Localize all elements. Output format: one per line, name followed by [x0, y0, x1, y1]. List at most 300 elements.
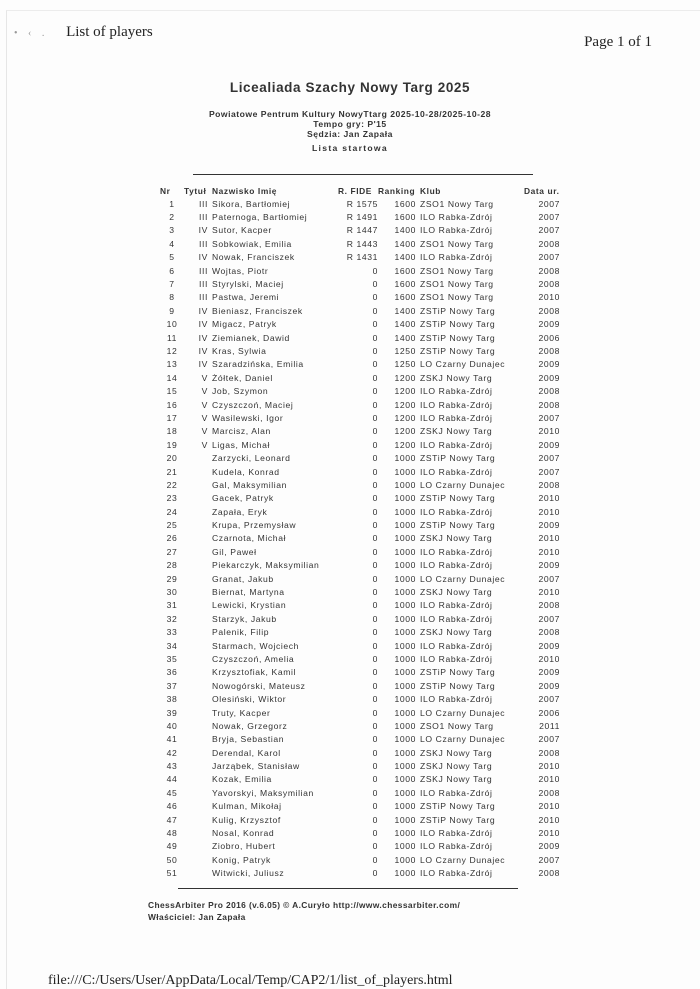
cell-fide: 0 [372, 345, 378, 356]
col-name: Nazwisko Imię [212, 185, 278, 196]
cell-club: ZSTiP Nowy Targ [420, 453, 496, 464]
table-row [160, 210, 560, 223]
cell-fide: 0 [372, 787, 378, 798]
cell-name: Krupa, Przemysław [212, 520, 297, 531]
cell-fide: 0 [372, 801, 378, 812]
cell-birth-year: 2009 [538, 667, 560, 678]
cell-name: Nosal, Konrad [212, 828, 275, 839]
cell-fide: 0 [372, 520, 378, 531]
cell-name: Biernat, Martyna [212, 587, 285, 598]
cell-nr: 18 [166, 426, 178, 437]
table-row [160, 626, 560, 639]
cell-nr: 7 [169, 279, 175, 290]
cell-fide: 0 [372, 399, 378, 410]
cell-birth-year: 2008 [538, 238, 560, 249]
cell-nr: 20 [166, 453, 178, 464]
cell-ranking: 1000 [394, 720, 416, 731]
cell-nr: 2 [169, 212, 175, 223]
table-header-row [160, 184, 560, 197]
table-row [160, 572, 560, 585]
cell-fide: 0 [372, 868, 378, 879]
cell-nr: 16 [166, 399, 178, 410]
cell-birth-year: 2008 [538, 868, 560, 879]
cell-name: Nowogórski, Mateusz [212, 680, 306, 691]
cell-ranking: 1000 [394, 787, 416, 798]
cell-nr: 28 [166, 560, 178, 571]
cell-fide: 0 [372, 372, 378, 383]
cell-fide: 0 [372, 828, 378, 839]
cell-fide: 0 [372, 627, 378, 638]
cell-ranking: 1600 [394, 292, 416, 303]
cell-club: LO Czarny Dunajec [420, 734, 506, 745]
table-row [160, 639, 560, 652]
cell-nr: 21 [166, 466, 178, 477]
cell-title: III [199, 212, 208, 223]
cell-birth-year: 2008 [538, 386, 560, 397]
cell-birth-year: 2009 [538, 319, 560, 330]
cell-fide: R 1491 [346, 212, 378, 223]
cell-title [184, 639, 212, 652]
cell-birth-year: 2010 [538, 801, 560, 812]
cell-nr: 1 [169, 198, 175, 209]
cell-title: III [199, 265, 208, 276]
table-row [160, 384, 560, 397]
cell-name: Jarząbek, Stanisław [212, 761, 300, 772]
cell-title [184, 545, 212, 558]
cell-title [184, 840, 212, 853]
cell-ranking: 1000 [394, 680, 416, 691]
cell-birth-year: 2008 [538, 265, 560, 276]
cell-birth-year: 2008 [538, 787, 560, 798]
cell-title: III [199, 279, 208, 290]
cell-ranking: 1600 [394, 198, 416, 209]
cell-nr: 39 [166, 707, 178, 718]
cell-club: ILO Rabka-Zdrój [420, 399, 493, 410]
cell-name: Zarzycki, Leonard [212, 453, 291, 464]
cell-title [184, 572, 212, 585]
cell-fide: 0 [372, 761, 378, 772]
cell-nr: 13 [166, 359, 178, 370]
table-row [160, 251, 560, 264]
cell-name: Granat, Jakub [212, 573, 274, 584]
cell-nr: 9 [169, 305, 175, 316]
cell-club: ILO Rabka-Zdrój [420, 386, 493, 397]
cell-ranking: 1000 [394, 640, 416, 651]
cell-fide: 0 [372, 600, 378, 611]
cell-fide: 0 [372, 774, 378, 785]
cell-fide: 0 [372, 386, 378, 397]
cell-title [184, 505, 212, 518]
cell-birth-year: 2009 [538, 520, 560, 531]
cell-club: ZSKJ Nowy Targ [420, 774, 493, 785]
cell-ranking: 1000 [394, 587, 416, 598]
table-row [160, 492, 560, 505]
print-header-title: List of players [66, 24, 153, 40]
cell-fide: 0 [372, 506, 378, 517]
cell-title [184, 666, 212, 679]
cell-name: Czyszczoń, Maciej [212, 399, 294, 410]
cell-nr: 6 [169, 265, 175, 276]
cell-ranking: 1000 [394, 466, 416, 477]
cell-title [184, 706, 212, 719]
table-row [160, 585, 560, 598]
cell-club: ZSTiP Nowy Targ [420, 680, 496, 691]
cell-fide: 0 [372, 546, 378, 557]
cell-club: LO Czarny Dunajec [420, 479, 506, 490]
cell-name: Konig, Patryk [212, 854, 271, 865]
cell-club: ILO Rabka-Zdrój [420, 252, 493, 263]
cell-ranking: 1000 [394, 506, 416, 517]
cell-ranking: 1000 [394, 560, 416, 571]
cell-nr: 33 [166, 627, 178, 638]
cell-name: Kudela, Konrad [212, 466, 280, 477]
cell-fide: 0 [372, 814, 378, 825]
cell-title [184, 800, 212, 813]
cell-fide: 0 [372, 640, 378, 651]
cell-ranking: 1000 [394, 493, 416, 504]
cell-fide: 0 [372, 292, 378, 303]
cell-fide: 0 [372, 466, 378, 477]
cell-fide: 0 [372, 720, 378, 731]
cell-ranking: 1000 [394, 854, 416, 865]
cell-nr: 42 [166, 747, 178, 758]
cell-club: ZSO1 Nowy Targ [420, 292, 494, 303]
cell-title: V [201, 439, 208, 450]
cell-title [184, 759, 212, 772]
cell-nr: 11 [166, 332, 178, 343]
cell-fide: 0 [372, 453, 378, 464]
cell-fide: 0 [372, 426, 378, 437]
cell-fide: 0 [372, 653, 378, 664]
cell-birth-year: 2007 [538, 212, 560, 223]
cell-ranking: 1000 [394, 828, 416, 839]
cell-club: ZSKJ Nowy Targ [420, 426, 493, 437]
cell-club: ZSTiP Nowy Targ [420, 814, 496, 825]
cell-club: LO Czarny Dunajec [420, 854, 506, 865]
table-row [160, 291, 560, 304]
cell-title: III [199, 198, 208, 209]
cell-club: ILO Rabka-Zdrój [420, 613, 493, 624]
cell-club: ZSKJ Nowy Targ [420, 372, 493, 383]
cell-title [184, 451, 212, 464]
cell-ranking: 1200 [394, 412, 416, 423]
cell-title: III [199, 238, 208, 249]
cell-name: Starmach, Wojciech [212, 640, 300, 651]
cell-title: V [201, 372, 208, 383]
tempo: Tempo gry: P'15 [313, 119, 387, 129]
cell-name: Żółtek, Daniel [212, 372, 273, 383]
cell-fide: 0 [372, 747, 378, 758]
cell-nr: 38 [166, 694, 178, 705]
cell-ranking: 1250 [394, 359, 416, 370]
cell-name: Palenik, Filip [212, 627, 270, 638]
cell-club: ZSO1 Nowy Targ [420, 720, 494, 731]
table-row [160, 304, 560, 317]
cell-fide: 0 [372, 667, 378, 678]
table-row [160, 706, 560, 719]
cell-birth-year: 2009 [538, 680, 560, 691]
table-row [160, 425, 560, 438]
cell-title [184, 733, 212, 746]
cell-name: Yavorskyi, Maksymilian [212, 787, 314, 798]
tournament-title: Licealiada Szachy Nowy Targ 2025 [229, 80, 471, 95]
cell-title [184, 813, 212, 826]
cell-club: ILO Rabka-Zdrój [420, 841, 493, 852]
cell-birth-year: 2007 [538, 225, 560, 236]
cell-nr: 36 [166, 667, 178, 678]
cell-ranking: 1000 [394, 627, 416, 638]
cell-title [184, 719, 212, 732]
cell-ranking: 1200 [394, 439, 416, 450]
cell-club: LO Czarny Dunajec [420, 359, 506, 370]
table-row [160, 800, 560, 813]
cell-nr: 43 [166, 761, 178, 772]
cell-name: Ziemianek, Dawid [212, 332, 290, 343]
cell-birth-year: 2010 [538, 292, 560, 303]
cell-name: Wasilewski, Igor [212, 412, 284, 423]
cell-fide: 0 [372, 305, 378, 316]
cell-ranking: 1600 [394, 212, 416, 223]
cell-club: ZSTiP Nowy Targ [420, 667, 496, 678]
cell-title [184, 652, 212, 665]
table-row [160, 612, 560, 625]
table-row [160, 277, 560, 290]
cell-name: Job, Szymon [212, 386, 269, 397]
cell-fide: 0 [372, 359, 378, 370]
cell-birth-year: 2010 [538, 506, 560, 517]
cell-nr: 34 [166, 640, 178, 651]
cell-fide: 0 [372, 560, 378, 571]
cell-title [184, 559, 212, 572]
software-credit: ChessArbiter Pro 2016 (v.6.05) © A.Curyło http://www.chessarbiter.com/ [148, 900, 461, 910]
col-ranking: Ranking [378, 185, 416, 196]
cell-name: Ziobro, Hubert [212, 841, 276, 852]
col-title: Tytuł [184, 185, 207, 196]
cell-birth-year: 2010 [538, 587, 560, 598]
cell-birth-year: 2008 [538, 399, 560, 410]
cell-nr: 27 [166, 546, 178, 557]
cell-birth-year: 2007 [538, 854, 560, 865]
table-row [160, 478, 560, 491]
header-divider [193, 174, 533, 175]
cell-ranking: 1000 [394, 453, 416, 464]
cell-birth-year: 2010 [538, 426, 560, 437]
cell-ranking: 1200 [394, 399, 416, 410]
cell-nr: 3 [169, 225, 175, 236]
cell-ranking: 1250 [394, 345, 416, 356]
scan-marks: • ‹ . [14, 28, 49, 39]
cell-fide: 0 [372, 265, 378, 276]
cell-ranking: 1000 [394, 734, 416, 745]
cell-ranking: 1000 [394, 573, 416, 584]
table-row [160, 813, 560, 826]
cell-fide: 0 [372, 479, 378, 490]
cell-nr: 19 [166, 439, 178, 450]
cell-title: V [201, 412, 208, 423]
cell-ranking: 1000 [394, 841, 416, 852]
cell-name: Nowak, Grzegorz [212, 720, 288, 731]
cell-ranking: 1000 [394, 868, 416, 879]
cell-nr: 51 [166, 868, 178, 879]
cell-club: ILO Rabka-Zdrój [420, 212, 493, 223]
table-row [160, 371, 560, 384]
cell-ranking: 1400 [394, 252, 416, 263]
cell-fide: 0 [372, 613, 378, 624]
cell-ranking: 1000 [394, 707, 416, 718]
cell-nr: 24 [166, 506, 178, 517]
table-row [160, 759, 560, 772]
cell-ranking: 1000 [394, 653, 416, 664]
cell-title [184, 786, 212, 799]
cell-nr: 14 [166, 372, 178, 383]
col-club: Klub [420, 185, 442, 196]
cell-name: Krzysztofiak, Kamil [212, 667, 296, 678]
table-row [160, 318, 560, 331]
table-row [160, 438, 560, 451]
cell-nr: 17 [166, 412, 178, 423]
cell-club: LO Czarny Dunajec [420, 707, 506, 718]
cell-nr: 15 [166, 386, 178, 397]
cell-club: ILO Rabka-Zdrój [420, 600, 493, 611]
cell-title [184, 826, 212, 839]
cell-birth-year: 2006 [538, 332, 560, 343]
cell-club: ILO Rabka-Zdrój [420, 506, 493, 517]
cell-birth-year: 2010 [538, 546, 560, 557]
list-title: Lista startowa [312, 143, 388, 153]
cell-title [184, 626, 212, 639]
cell-birth-year: 2008 [538, 600, 560, 611]
cell-fide: 0 [372, 680, 378, 691]
cell-nr: 48 [166, 828, 178, 839]
cell-name: Bieniasz, Franciszek [212, 305, 303, 316]
cell-title: IV [198, 332, 208, 343]
cell-fide: 0 [372, 319, 378, 330]
cell-birth-year: 2010 [538, 533, 560, 544]
cell-title: IV [198, 252, 208, 263]
cell-name: Kulig, Krzysztof [212, 814, 281, 825]
cell-name: Styrylski, Maciej [212, 279, 284, 290]
cell-birth-year: 2010 [538, 828, 560, 839]
cell-name: Witwicki, Juliusz [212, 868, 285, 879]
cell-title [184, 679, 212, 692]
cell-ranking: 1400 [394, 225, 416, 236]
table-row [160, 331, 560, 344]
players-table-body [160, 197, 560, 880]
cell-name: Sikora, Bartłomiej [212, 198, 291, 209]
table-row [160, 867, 560, 880]
cell-name: Kulman, Mikołaj [212, 801, 282, 812]
table-row [160, 719, 560, 732]
cell-name: Zapała, Eryk [212, 506, 268, 517]
table-row [160, 826, 560, 839]
cell-name: Gal, Maksymilian [212, 479, 288, 490]
cell-title [184, 773, 212, 786]
cell-birth-year: 2008 [538, 479, 560, 490]
table-row [160, 518, 560, 531]
owner: Właściciel: Jan Zapała [148, 912, 246, 922]
cell-birth-year: 2007 [538, 198, 560, 209]
cell-birth-year: 2007 [538, 573, 560, 584]
cell-name: Pastwa, Jeremi [212, 292, 280, 303]
cell-ranking: 1000 [394, 479, 416, 490]
cell-club: ZSKJ Nowy Targ [420, 533, 493, 544]
table-row [160, 652, 560, 665]
cell-ranking: 1000 [394, 613, 416, 624]
cell-nr: 29 [166, 573, 178, 584]
cell-club: ZSO1 Nowy Targ [420, 279, 494, 290]
cell-title: V [201, 386, 208, 397]
cell-name: Sobkowiak, Emilia [212, 238, 292, 249]
cell-title [184, 867, 212, 880]
table-row [160, 264, 560, 277]
cell-nr: 22 [166, 479, 178, 490]
cell-title [184, 853, 212, 866]
cell-title [184, 585, 212, 598]
cell-fide: 0 [372, 279, 378, 290]
cell-birth-year: 2008 [538, 305, 560, 316]
cell-club: ZSKJ Nowy Targ [420, 761, 493, 772]
cell-birth-year: 2007 [538, 252, 560, 263]
cell-title [184, 612, 212, 625]
venue-dates: Powiatowe Pentrum Kultury NowyTtarg 2025-10-28/2025-10-28 [208, 109, 492, 119]
cell-nr: 37 [166, 680, 178, 691]
cell-title [184, 599, 212, 612]
table-row [160, 344, 560, 357]
cell-title [184, 532, 212, 545]
cell-club: ILO Rabka-Zdrój [420, 412, 493, 423]
cell-club: ZSTiP Nowy Targ [420, 305, 496, 316]
cell-fide: 0 [372, 587, 378, 598]
cell-nr: 30 [166, 587, 178, 598]
cell-nr: 12 [166, 345, 178, 356]
cell-name: Gil, Paweł [212, 546, 257, 557]
cell-fide: 0 [372, 734, 378, 745]
col-nr: Nr [160, 185, 171, 196]
cell-birth-year: 2009 [538, 359, 560, 370]
cell-club: ILO Rabka-Zdrój [420, 225, 493, 236]
table-row [160, 679, 560, 692]
cell-nr: 25 [166, 520, 178, 531]
cell-nr: 40 [166, 720, 178, 731]
cell-club: ILO Rabka-Zdrój [420, 466, 493, 477]
cell-ranking: 1200 [394, 426, 416, 437]
cell-fide: 0 [372, 707, 378, 718]
cell-club: ZSTiP Nowy Targ [420, 345, 496, 356]
table-row [160, 666, 560, 679]
cell-title: V [201, 426, 208, 437]
cell-name: Piekarczyk, Maksymilian [212, 560, 320, 571]
cell-club: ILO Rabka-Zdrój [420, 560, 493, 571]
cell-club: ZSKJ Nowy Targ [420, 747, 493, 758]
table-row [160, 773, 560, 786]
cell-ranking: 1400 [394, 332, 416, 343]
cell-name: Migacz, Patryk [212, 319, 277, 330]
cell-club: ILO Rabka-Zdrój [420, 694, 493, 705]
cell-ranking: 1000 [394, 533, 416, 544]
cell-birth-year: 2010 [538, 814, 560, 825]
cell-ranking: 1200 [394, 372, 416, 383]
cell-nr: 8 [169, 292, 175, 303]
table-row [160, 237, 560, 250]
cell-birth-year: 2009 [538, 841, 560, 852]
cell-ranking: 1000 [394, 747, 416, 758]
cell-club: ZSTiP Nowy Targ [420, 332, 496, 343]
cell-ranking: 1000 [394, 761, 416, 772]
cell-birth-year: 2007 [538, 734, 560, 745]
cell-nr: 50 [166, 854, 178, 865]
cell-fide: 0 [372, 412, 378, 423]
cell-title [184, 692, 212, 705]
